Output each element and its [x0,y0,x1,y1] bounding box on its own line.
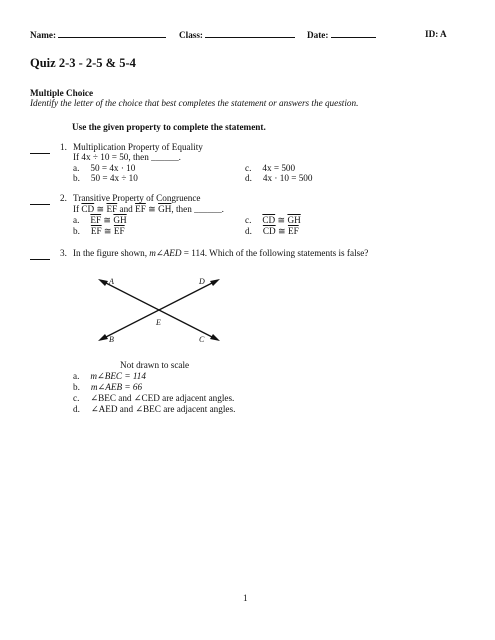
page-number: 1 [243,593,248,603]
q3-choice-b[interactable]: b. m∠AEB = 66 [73,382,143,392]
q1-choice-a[interactable]: a. 50 = 4x · 10 [73,163,136,173]
directive: Use the given property to complete the statement. [72,122,266,132]
label-a: A [109,277,114,286]
q1-number: 1. [60,142,67,152]
label-c: C [199,335,205,344]
q2-choice-b[interactable]: b. $\overline{EF}$ ≅ $\overline{EF}$ [73,226,125,236]
arrowhead-c [210,334,220,341]
label-b: B [109,335,114,344]
arrowhead-a [98,279,108,286]
q2-number: 2. [60,193,67,203]
answer-blank-1[interactable] [30,145,50,156]
label-d: D [199,277,205,286]
q2-choice-d[interactable]: d. $\overline{CD}$ ≅ $\overline{EF}$ [245,226,299,236]
q3-choice-c[interactable]: c. ∠BEC and ∠CED are adjacent angles. [73,393,235,403]
class-blank[interactable] [205,29,295,38]
q1-prompt: Multiplication Property of Equality [73,142,203,152]
class-label: Class: [179,29,295,40]
q1-stem: If 4x ÷ 10 = 50, then ______. [73,152,181,162]
name-blank[interactable] [58,29,166,38]
date-blank[interactable] [331,29,376,38]
q3-choice-d[interactable]: d. ∠AED and ∠BEC are adjacent angles. [73,404,236,414]
answer-blank-2[interactable] [30,196,50,207]
q3-prompt: In the figure shown, m∠AED = 114. Which of the following statements is false? [73,248,369,258]
label-e: E [156,318,161,327]
q3-number: 3. [60,248,67,258]
name-label: Name: [30,29,166,40]
date-label: Date: [307,29,376,40]
section-heading: Multiple Choice [30,88,94,98]
q2-choice-a[interactable]: a. $\overline{EF}$ ≅ $\overline{GH}$ [73,215,127,225]
q2-choice-c[interactable]: c. $\overline{CD}$ ≅ $\overline{GH}$ [245,215,301,225]
q1-choice-d[interactable]: d. 4x · 10 = 500 [245,173,313,183]
arrowhead-b [98,334,108,341]
intersecting-lines-figure [90,272,230,348]
q1-choice-c[interactable]: c. 4x = 500 [245,163,296,173]
id-label: ID: A [425,29,447,39]
q3-choice-a[interactable]: a. m∠BEC = 114 [73,371,146,381]
q2-stem: If $\overline{CD}$ ≅ $\overline{EF}$ and $\overline{EF}$ ≅ $\overline{GH}$, then ______. [73,204,224,214]
section-instructions: Identify the letter of the choice that best completes the statement or answers the question. [30,98,359,108]
figure-caption: Not drawn to scale [120,360,190,370]
answer-blank-3[interactable] [30,251,50,262]
q2-prompt: Transitive Property of Congruence [73,193,201,203]
quiz-title: Quiz 2-3 - 2-5 & 5-4 [30,56,136,70]
q1-choice-b[interactable]: b. 50 = 4x ÷ 10 [73,173,138,183]
arrowhead-d [210,279,220,286]
